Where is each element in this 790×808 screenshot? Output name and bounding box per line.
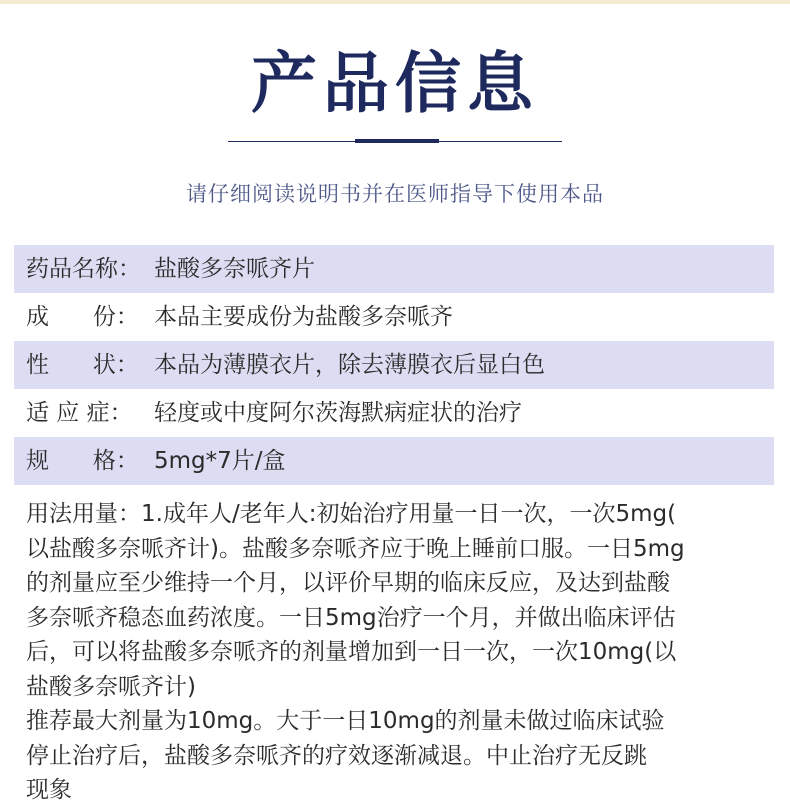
product-info-list [14,245,774,485]
page-title: 产品信息 [251,45,539,122]
info-value: 5mg*7片/盒 [154,448,286,474]
info-label: 药品名称： [26,256,141,282]
usage-line: 多奈哌齐稳态血药浓度。一日5mg治疗一个月，并做出临床评估 [26,604,676,631]
title-underline-accent [355,139,439,143]
info-value: 本品主要成份为盐酸多奈哌齐 [154,304,453,330]
info-row-ingredients [14,293,774,341]
info-value: 本品为薄膜衣片，除去薄膜衣后显白色 [154,352,545,378]
info-label: 成 份： [26,304,139,330]
usage-line: 停止治疗后，盐酸多奈哌齐的疗效逐渐减退。中止治疗无反跳 [26,742,647,769]
info-label: 规 格： [26,448,139,474]
info-row-appearance [14,341,774,389]
info-label: 性 状： [26,352,139,378]
usage-line: 现象 [26,777,72,803]
info-row-drug-name [14,245,774,293]
info-label: 适 应 症： [26,400,133,426]
info-row-indications [14,389,774,437]
info-value: 盐酸多奈哌齐片 [154,256,315,282]
usage-line: 后，可以将盐酸多奈哌齐的剂量增加到一日一次，一次10mg(以 [26,639,677,665]
usage-line: 的剂量应至少维持一个月，以评价早期的临床反应，及达到盐酸 [26,570,670,596]
page-subtitle: 请仔细阅读说明书并在医师指导下使用本品 [186,182,604,206]
usage-line: 以盐酸多奈哌齐计)。盐酸多奈哌齐应于晚上睡前口服。一日5mg [26,535,685,562]
info-value: 轻度或中度阿尔茨海默病症状的治疗 [154,400,522,426]
usage-line: 推荐最大剂量为10mg。大于一日10mg的剂量未做过临床试验 [26,708,665,734]
usage-line: 用法用量：1.成年人/老年人:初始治疗用量一日一次，一次5mg( [26,501,677,527]
usage-line: 盐酸多奈哌齐计) [26,673,196,700]
info-row-specification [14,437,774,485]
top-strip [0,0,790,4]
usage-dosage-text [26,497,771,808]
